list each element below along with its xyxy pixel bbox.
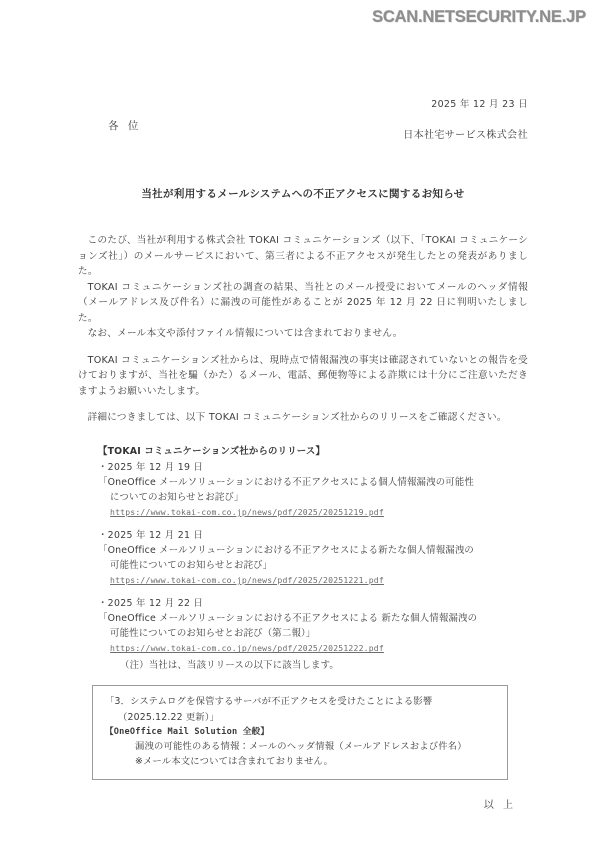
release-title-line-2: についてのお知らせとお詫び」 [110,491,244,503]
closing-mark: 以 上 [483,799,516,811]
excerpt-line-4: 漏洩の可能性のある情報：メールのヘッダ情報（メールアドレスおよび件名） [135,741,467,752]
release-title-line-2: 可能性についてのお知らせとお詫び（第二報）」 [110,628,316,640]
release-list-section [98,444,528,673]
release-item [98,460,528,519]
excerpt-line-3: 【OneOffice Mail Solution 全般】 [105,726,270,737]
body-paragraph-3: なお、メール本文や添付ファイル情報については含まれておりません。 [87,328,403,340]
excerpt-line-1: 「3．システムログを保管するサーバが不正アクセスを受けたことによる影響 [105,696,433,708]
release-applicability-note: （注）当社は、当該リリースの以下に該当します。 [120,660,340,672]
excerpt-line-5: ※メール本文については含まれておりません。 [135,756,334,768]
release-title-line-1: 「OneOffice メールソリューションにおける不正アクセスによる 新たな個人情報漏洩の [98,613,478,625]
release-title [98,611,528,641]
body-paragraph-5: 詳細につきましては、以下 TOKAI コミュニケーションズ社からのリリースをご確認ください。 [87,412,507,424]
document-title: 当社が利用するメールシステムへの不正アクセスに関するお知らせ [141,188,465,200]
release-title-line-1: 「OneOffice メールソリューションにおける不正アクセスによる個人情報漏洩の可能性 [98,476,475,488]
release-title-line-1: 「OneOffice メールソリューションにおける不正アクセスによる新たな個人情報漏洩の [98,545,475,557]
addressee-label: 各 位 [108,120,142,132]
document-body [78,233,528,426]
release-excerpt-box [92,685,508,779]
release-date: ・2025 年 12 月 22 日 [98,598,204,610]
release-title-line-2: 可能性についてのお知らせとお詫び」 [110,560,273,572]
release-url-link[interactable]: https://www.tokai-com.co.jp/news/pdf/2025/20251219.pdf [110,507,384,518]
release-title [98,543,528,573]
release-item [98,528,528,587]
document-header [78,96,528,152]
sender-company: 日本社宅サービス株式会社 [403,130,528,141]
release-date: ・2025 年 12 月 21 日 [98,529,204,541]
body-paragraph-1: このたび、当社が利用する株式会社 TOKAI コミュニケーションズ（以下、「TOKAI コミュニケーションズ社」）のメールサービスにおいて、第三者による不正アクセスが発生したとの発表がありました。 [78,235,528,278]
release-title [98,475,528,505]
release-item [98,596,528,673]
release-url-link[interactable]: https://www.tokai-com.co.jp/news/pdf/2025/20251222.pdf [110,643,384,654]
release-url-link[interactable]: https://www.tokai-com.co.jp/news/pdf/2025/20251221.pdf [110,575,384,586]
excerpt-line-2: （2025.12.22 更新）」 [118,711,220,723]
release-list-heading: 【TOKAI コミュニケーションズ社からのリリース】 [98,445,326,457]
release-date: ・2025 年 12 月 19 日 [98,461,204,473]
document-date: 2025 年 12 月 23 日 [431,99,528,110]
site-watermark: SCAN.NETSECURITY.NE.JP [372,8,586,26]
body-paragraph-4: TOKAI コミュニケーションズ社からは、現時点で情報漏洩の事実は確認されていないとの報告を受けておりますが、当社を騙（かた）るメール、電話、郵便物等による詐欺には十分にご注意いただきますようお願いいたします。 [78,354,528,397]
body-paragraph-2: TOKAI コミュニケーションズ社の調査の結果、当社とのメール授受においてメールのヘッダ情報（メールアドレス及び件名）に漏洩の可能性があることが 2025 年 12 月 22 日に判明いたしました。 [78,281,528,324]
